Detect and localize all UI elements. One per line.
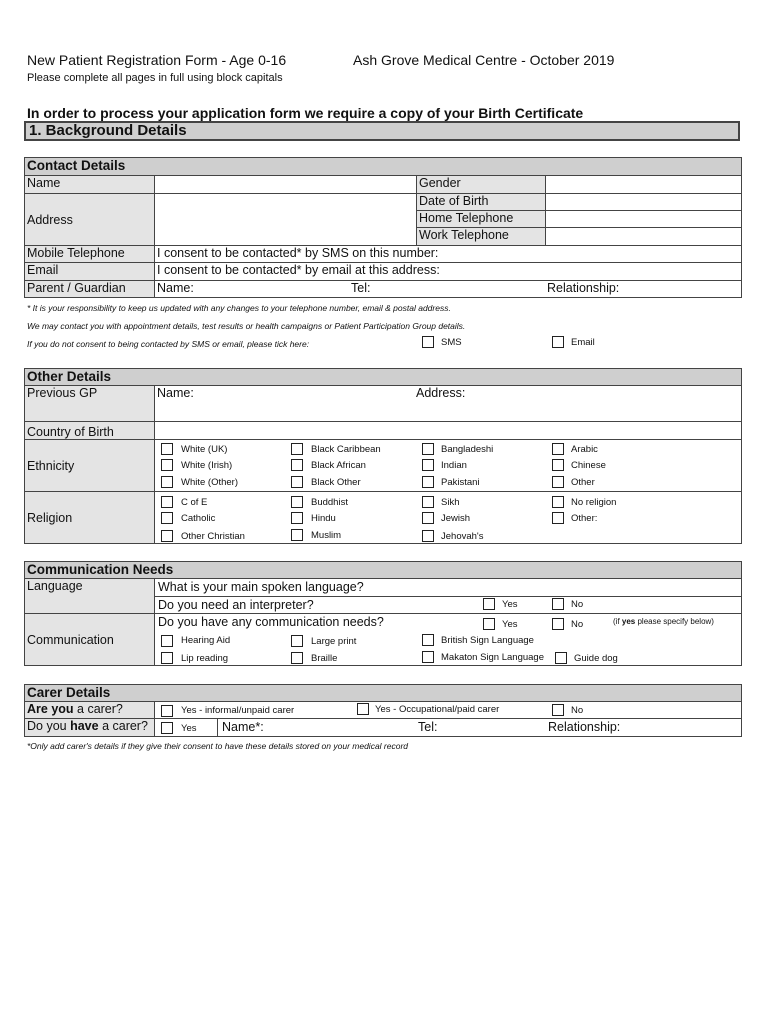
communication-heading: Communication Needs [25, 562, 742, 579]
form-title: New Patient Registration Form - Age 0-16 [27, 52, 287, 68]
ethnicity-option: Indian [441, 460, 467, 471]
address-label: Address [25, 194, 155, 246]
bsl-checkbox[interactable] [422, 634, 434, 646]
ethnicity-option: Black Other [311, 477, 361, 488]
sms-optout-checkbox[interactable] [422, 336, 434, 348]
carer-no-checkbox[interactable] [552, 704, 564, 716]
religion-option: No religion [571, 497, 617, 508]
carer-paid-label: Yes - Occupational/paid carer [375, 704, 500, 715]
note-contact: We may contact you with appointment details, test results or health campaigns or Patient Participation Group details. [27, 321, 466, 331]
ethnicity-indian-checkbox[interactable] [422, 459, 434, 471]
email-consent-field[interactable]: I consent to be contacted* by email at this address: [155, 263, 742, 281]
ethnicity-white-other-checkbox[interactable] [161, 476, 173, 488]
large-print-checkbox[interactable] [291, 635, 303, 647]
email-label: Email [25, 263, 155, 281]
previous-gp-label: Previous GP [25, 386, 155, 422]
birth-certificate-notice: In order to process your application form we require a copy of your Birth Certificate [27, 105, 584, 121]
carer-heading: Carer Details [25, 685, 742, 702]
religion-option: Muslim [311, 530, 342, 541]
has-carer-yes-label: Yes [181, 723, 197, 734]
religion-hindu-checkbox[interactable] [291, 512, 303, 524]
religion-sikh-checkbox[interactable] [422, 496, 434, 508]
religion-option: C of E [181, 497, 208, 508]
religion-option: Jewish [441, 513, 471, 524]
address-field[interactable] [155, 194, 417, 246]
need-option: Braille [311, 653, 338, 664]
sms-consent-field[interactable]: I consent to be contacted* by SMS on this number: [155, 246, 742, 263]
previous-gp-field[interactable] [155, 386, 742, 422]
religion-label: Religion [25, 492, 155, 544]
ethnicity-black-african-checkbox[interactable] [291, 459, 303, 471]
religion-cofe-checkbox[interactable] [161, 496, 173, 508]
gp-address-label: Address: [416, 386, 466, 400]
work-tel-label: Work Telephone [417, 228, 546, 246]
instruction: Please complete all pages in full using block capitals [27, 72, 283, 84]
religion-option: Jehovah's [441, 531, 484, 542]
specify-note: (if yes please specify below) [613, 617, 714, 626]
ethnicity-arabic-checkbox[interactable] [552, 443, 564, 455]
ethnicity-option: Arabic [571, 444, 598, 455]
contact-details-table [24, 157, 742, 298]
religion-option: Hindu [311, 513, 336, 524]
guide-dog-checkbox[interactable] [555, 652, 567, 664]
religion-option: Other Christian [181, 531, 245, 542]
needs-yes-checkbox[interactable] [483, 618, 495, 630]
ethnicity-bangladeshi-checkbox[interactable] [422, 443, 434, 455]
need-option: British Sign Language [441, 635, 534, 646]
gender-label: Gender [417, 176, 546, 194]
ethnicity-option: Other [571, 477, 595, 488]
need-option: Makaton Sign Language [441, 652, 544, 663]
carer-paid-checkbox[interactable] [357, 703, 369, 715]
religion-buddhist-checkbox[interactable] [291, 496, 303, 508]
note-responsibility: * It is your responsibility to keep us updated with any changes to your telephone number, email & postal address. [27, 303, 451, 313]
carer-relationship-label: Relationship: [548, 720, 621, 734]
interpreter-yes-checkbox[interactable] [483, 598, 495, 610]
ethnicity-option: White (Other) [181, 477, 239, 488]
communication-label: Communication [25, 614, 155, 666]
ethnicity-pakistani-checkbox[interactable] [422, 476, 434, 488]
carer-consent-note: *Only add carer's details if they give their consent to have these details stored on your medical record [27, 741, 409, 751]
are-you-carer-label: Are you a carer? [25, 702, 155, 719]
parent-tel-label: Tel: [351, 281, 371, 295]
contact-heading: Contact Details [25, 158, 742, 176]
ethnicity-option: Pakistani [441, 477, 480, 488]
email-optout-checkbox[interactable] [552, 336, 564, 348]
name-field[interactable] [155, 176, 417, 194]
needs-no-checkbox[interactable] [552, 618, 564, 630]
note-consent: If you do not consent to being contacted by SMS or email, please tick here: [27, 339, 310, 349]
section-title: 1. Background Details [24, 121, 740, 141]
country-of-birth-label: Country of Birth [25, 422, 155, 440]
religion-option: Catholic [181, 513, 216, 524]
ethnicity-white-uk-checkbox[interactable] [161, 443, 173, 455]
need-option: Guide dog [574, 653, 618, 664]
religion-jehovahs-checkbox[interactable] [422, 530, 434, 542]
parent-relationship-label: Relationship: [547, 281, 620, 295]
religion-catholic-checkbox[interactable] [161, 512, 173, 524]
ethnicity-option: White (Irish) [181, 460, 233, 471]
other-heading: Other Details [25, 369, 742, 386]
need-option: Hearing Aid [181, 635, 231, 646]
country-of-birth-field[interactable] [155, 422, 742, 440]
home-tel-field[interactable] [546, 211, 742, 228]
ethnicity-option: White (UK) [181, 444, 228, 455]
email-optout-label: Email [571, 337, 595, 348]
question-interpreter: Do you need an interpreter? [158, 598, 314, 612]
gender-field[interactable] [546, 176, 742, 194]
parent-label: Parent / Guardian [25, 281, 155, 298]
hearing-aid-checkbox[interactable] [161, 635, 173, 647]
religion-other-christian-checkbox[interactable] [161, 530, 173, 542]
needs-no-label: No [571, 619, 584, 630]
other-details-table [24, 368, 742, 544]
carer-tel-label: Tel: [418, 720, 438, 734]
work-tel-field[interactable] [546, 228, 742, 246]
ethnicity-option: Chinese [571, 460, 606, 471]
ethnicity-other-checkbox[interactable] [552, 476, 564, 488]
religion-option: Other: [571, 513, 598, 524]
need-option: Lip reading [181, 653, 229, 664]
has-carer-yes-checkbox[interactable] [161, 722, 173, 734]
communication-table [24, 561, 742, 666]
carer-name-label: Name*: [222, 720, 264, 734]
interpreter-no-checkbox[interactable] [552, 598, 564, 610]
dob-field[interactable] [546, 194, 742, 211]
practice-name: Ash Grove Medical Centre - October 2019 [353, 52, 615, 68]
religion-option: Sikh [441, 497, 460, 508]
ethnicity-option: Black Caribbean [311, 444, 381, 455]
religion-none-checkbox[interactable] [552, 496, 564, 508]
carer-no-label: No [571, 705, 584, 716]
ethnicity-black-caribbean-checkbox[interactable] [291, 443, 303, 455]
religion-option: Buddhist [311, 497, 348, 508]
ethnicity-label: Ethnicity [25, 440, 155, 492]
name-label: Name [25, 176, 155, 194]
question-language: What is your main spoken language? [158, 580, 364, 594]
parent-name-label: Name: [157, 281, 194, 295]
braille-checkbox[interactable] [291, 652, 303, 664]
makaton-checkbox[interactable] [422, 651, 434, 663]
interpreter-yes-label: Yes [502, 599, 518, 610]
dob-label: Date of Birth [417, 194, 546, 211]
sms-optout-label: SMS [441, 337, 462, 348]
interpreter-no-label: No [571, 599, 584, 610]
lip-reading-checkbox[interactable] [161, 652, 173, 664]
religion-muslim-checkbox[interactable] [291, 529, 303, 541]
need-option: Large print [311, 636, 357, 647]
mobile-label: Mobile Telephone [25, 246, 155, 263]
ethnicity-white-irish-checkbox[interactable] [161, 459, 173, 471]
religion-jewish-checkbox[interactable] [422, 512, 434, 524]
carer-informal-checkbox[interactable] [161, 705, 173, 717]
ethnicity-option: Black African [311, 460, 366, 471]
carer-informal-label: Yes - informal/unpaid carer [181, 705, 295, 716]
parent-field[interactable] [155, 281, 742, 298]
language-label: Language [25, 579, 155, 614]
question-communication-needs: Do you have any communication needs? [158, 615, 384, 629]
religion-other-checkbox[interactable] [552, 512, 564, 524]
ethnicity-chinese-checkbox[interactable] [552, 459, 564, 471]
have-carer-label: Do you have a carer? [25, 719, 155, 737]
ethnicity-black-other-checkbox[interactable] [291, 476, 303, 488]
home-tel-label: Home Telephone [417, 211, 546, 228]
needs-yes-label: Yes [502, 619, 518, 630]
ethnicity-option: Bangladeshi [441, 444, 494, 455]
gp-name-label: Name: [157, 386, 194, 400]
